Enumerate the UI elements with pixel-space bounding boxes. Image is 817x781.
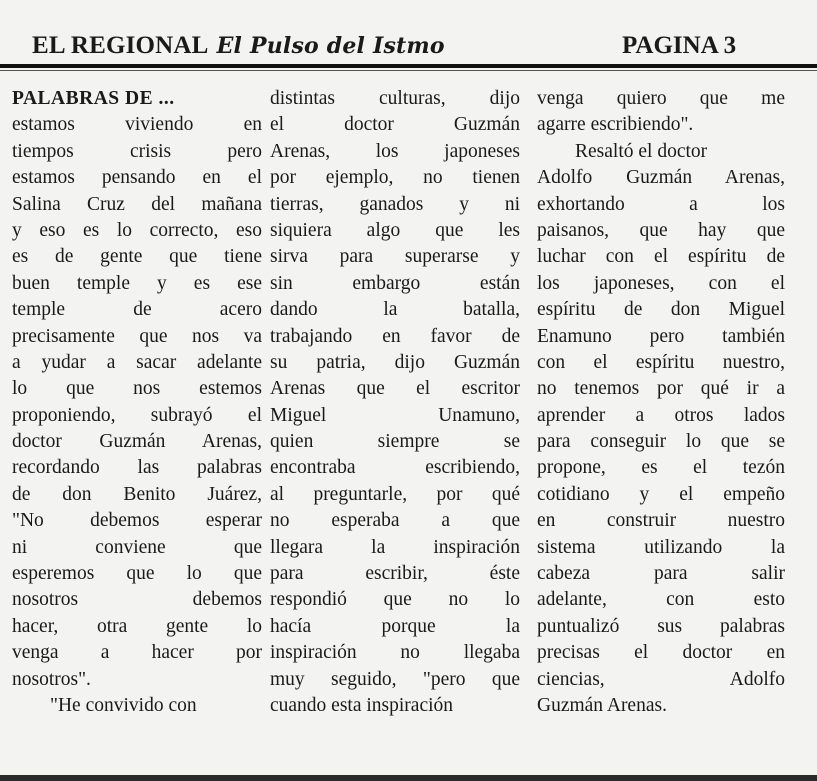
text-line: luchar con el espíritu de — [537, 246, 785, 268]
text-line: no tenemos por qué ir a — [537, 378, 785, 400]
text-line: sistema utilizando la — [537, 536, 785, 558]
text-line: distintas culturas, dijo — [270, 88, 520, 109]
text-line: con el espíritu nuestro, — [537, 351, 785, 373]
text-line: aprender a otros lados — [537, 404, 785, 426]
text-line: Arenas que el escritor — [270, 378, 520, 400]
text-line: los japoneses, con el — [537, 272, 785, 294]
text-line: espíritu de don Miguel — [537, 299, 785, 321]
text-line: Adolfo Guzmán Arenas, — [537, 167, 785, 189]
text-line: proponiendo, subrayó el — [12, 404, 262, 426]
text-line: trabajando en favor de — [270, 325, 520, 347]
text-line: ni conviene que — [12, 536, 262, 558]
text-line: temple de acero — [12, 299, 262, 321]
newspaper-tagline: El Pulso del Istmo — [216, 33, 445, 59]
text-line: llegara la inspiración — [270, 536, 520, 558]
text-line: tierras, ganados y ni — [270, 193, 520, 215]
text-line: de don Benito Juárez, — [12, 483, 262, 505]
text-line: esperemos que lo que — [12, 563, 262, 585]
text-line: paisanos, que hay que — [537, 219, 785, 241]
page-bottom-edge — [0, 775, 817, 781]
text-line: sin embargo están — [270, 272, 520, 294]
text-line: precisamente que nos va — [12, 325, 262, 347]
page-number: PAGINA 3 — [622, 32, 737, 59]
article-column-3 — [537, 86, 785, 719]
text-line: recordando las palabras — [12, 457, 262, 479]
text-line: ciencias, Adolfo — [537, 668, 785, 690]
text-line: Enamuno pero también — [537, 325, 785, 347]
text-line: para escribir, éste — [270, 563, 520, 585]
text-line: inspiración no llegaba — [270, 642, 520, 664]
text-line: no esperaba a que — [270, 510, 520, 532]
column-1-text — [12, 112, 262, 719]
text-line: encontraba escribiendo, — [270, 457, 520, 479]
masthead — [32, 32, 445, 60]
text-line: propone, es el tezón — [537, 457, 785, 479]
text-line: Guzmán Arenas. — [537, 694, 667, 716]
text-line: siquiera algo que les — [270, 219, 520, 241]
text-line: es de gente que tiene — [12, 246, 262, 268]
column-2-text — [270, 86, 520, 719]
text-line: Miguel Unamuno, — [270, 404, 520, 426]
text-line: estamos pensando en el — [12, 167, 262, 189]
header-rule-thin — [0, 70, 817, 71]
text-line: y eso es lo correcto, eso — [12, 219, 262, 241]
text-line: lo que nos estemos — [12, 378, 262, 400]
text-line: agarre escribiendo". — [537, 114, 694, 136]
text-line: a yudar a sacar adelante — [12, 351, 262, 373]
text-line: buen temple y es ese — [12, 272, 262, 294]
text-line: por ejemplo, no tienen — [270, 167, 520, 189]
text-line: al preguntarle, por qué — [270, 483, 520, 505]
text-line: "He convivido con — [50, 694, 197, 716]
column-3-text — [537, 86, 785, 719]
text-line: Arenas, los japoneses — [270, 140, 520, 162]
text-line: nosotros". — [12, 668, 91, 690]
text-line: quien siempre se — [270, 431, 520, 453]
text-line: doctor Guzmán Arenas, — [12, 431, 262, 453]
text-line: hacía porque la — [270, 615, 520, 637]
text-line: cuando esta inspiración — [270, 694, 454, 716]
page-header — [0, 26, 817, 62]
text-line: para conseguir lo que se — [537, 431, 785, 453]
newspaper-name: EL REGIONAL — [32, 32, 209, 59]
text-line: Salina Cruz del mañana — [12, 193, 262, 215]
article-column-1 — [12, 86, 262, 719]
text-line: adelante, con esto — [537, 589, 785, 611]
text-line: puntualizó sus palabras — [537, 615, 785, 637]
text-line: "No debemos esperar — [12, 510, 262, 532]
text-line: exhortando a los — [537, 193, 785, 215]
text-line: cotidiano y el empeño — [537, 483, 785, 505]
header-rule — [0, 64, 817, 68]
text-line: Resaltó el doctor — [575, 140, 708, 162]
article-column-2 — [270, 86, 520, 719]
text-line: precisas el doctor en — [537, 642, 785, 664]
text-line: venga a hacer por — [12, 642, 262, 664]
text-line: tiempos crisis pero — [12, 140, 262, 162]
text-line: venga quiero que me — [537, 88, 785, 109]
text-line: cabeza para salir — [537, 563, 785, 585]
text-line: muy seguido, "pero que — [270, 668, 520, 690]
text-line: en construir nuestro — [537, 510, 785, 532]
text-line: su patria, dijo Guzmán — [270, 351, 520, 373]
text-line: el doctor Guzmán — [270, 114, 520, 136]
text-line: sirva para superarse y — [270, 246, 520, 268]
article-heading: PALABRAS DE ... — [12, 88, 175, 109]
text-line: nosotros debemos — [12, 589, 262, 611]
text-line: respondió que no lo — [270, 589, 520, 611]
text-line: estamos viviendo en — [12, 114, 262, 136]
text-line: hacer, otra gente lo — [12, 615, 262, 637]
text-line: dando la batalla, — [270, 299, 520, 321]
